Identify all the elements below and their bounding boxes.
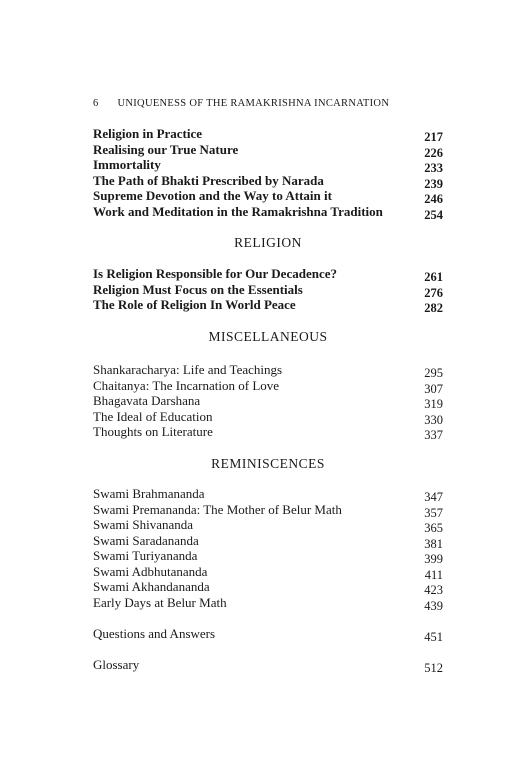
- entry-page: 319: [424, 397, 443, 411]
- toc-entry: [93, 548, 443, 564]
- entry-title: The Role of Religion In World Peace: [93, 297, 296, 312]
- entry-title: Glossary: [93, 657, 140, 672]
- entry-page: 439: [424, 598, 443, 613]
- entry-title: Swami Brahmananda: [93, 486, 205, 501]
- toc-entry: [93, 126, 443, 142]
- entry-page: 330: [424, 412, 443, 427]
- entry-page: 512: [424, 661, 443, 675]
- toc-entry: [93, 282, 443, 298]
- toc-entry: [93, 142, 443, 158]
- section-heading-miscellaneous: MISCELLANEOUS: [208, 329, 328, 344]
- toc-entry: [93, 564, 443, 580]
- entry-page: 239: [424, 176, 443, 191]
- entry-page: 276: [424, 285, 443, 300]
- toc-entry: [93, 157, 443, 173]
- entry-title: Chaitanya: The Incarnation of Love: [93, 377, 280, 393]
- entry-page: 337: [424, 428, 443, 442]
- entry-page: 226: [424, 145, 443, 160]
- toc-entry: [93, 486, 443, 502]
- entry-page: 399: [424, 552, 443, 566]
- entry-title: Realising our True Nature: [93, 141, 239, 157]
- entry-page: 411: [424, 567, 443, 582]
- entry-title: Swami Saradananda: [93, 532, 199, 548]
- toc-entry-standalone: [93, 657, 443, 673]
- toc-entry: [93, 502, 443, 518]
- toc-entry: [93, 579, 443, 595]
- entry-title: Shankaracharya: Life and Teachings: [93, 362, 283, 377]
- toc-entry: [93, 657, 443, 673]
- toc-entry: [93, 595, 443, 611]
- entry-title: Supreme Devotion and the Way to Attain it: [93, 188, 332, 203]
- toc-entry: [93, 173, 443, 189]
- toc-entry: [93, 297, 443, 313]
- entry-title: Questions and Answers: [93, 626, 216, 641]
- entry-page: 233: [424, 161, 443, 175]
- entry-title: Bhagavata Darshana: [93, 393, 201, 408]
- entry-page: 261: [424, 270, 443, 284]
- entry-title: Thoughts on Literature: [93, 424, 213, 439]
- entry-title: Religion in Practice: [93, 126, 203, 141]
- entry-title: Is Religion Responsible for Our Decadence?: [93, 266, 337, 281]
- entry-title: Swami Adbhutananda: [93, 563, 208, 579]
- entry-title: Swami Akhandananda: [93, 579, 210, 594]
- toc-entry: [93, 378, 443, 394]
- entry-page: 307: [424, 381, 443, 396]
- entry-page: 246: [424, 192, 443, 206]
- toc-section-continued: [93, 126, 443, 222]
- entry-page: 365: [424, 521, 443, 535]
- toc-entry: [93, 626, 443, 642]
- entry-title: Swami Premananda: The Mother of Belur Math: [93, 501, 342, 517]
- toc-entry-standalone: [93, 626, 443, 642]
- entry-title: Early Days at Belur Math: [93, 594, 227, 610]
- toc-entry: [93, 517, 443, 533]
- entry-page: 282: [424, 301, 443, 315]
- toc-entry: [93, 424, 443, 440]
- entry-page: 381: [424, 536, 443, 551]
- toc-entry: [93, 188, 443, 204]
- toc-section-religion: [93, 266, 443, 313]
- toc-entry: [93, 204, 443, 220]
- running-header: [93, 98, 389, 109]
- entry-page: 217: [424, 130, 443, 144]
- toc-section-miscellaneous: [93, 362, 443, 440]
- entry-page: 295: [424, 366, 443, 380]
- toc-entry: [93, 266, 443, 282]
- toc-section-reminiscences: [93, 486, 443, 613]
- toc-entry: [93, 393, 443, 409]
- entry-title: Work and Meditation in the Ramakrishna Tradition: [93, 203, 383, 219]
- toc-entry: [93, 409, 443, 425]
- page-number: 6: [93, 98, 99, 109]
- section-heading-religion: RELIGION: [234, 235, 302, 250]
- entry-title: Swami Shivananda: [93, 517, 194, 532]
- entry-page: 451: [424, 630, 443, 644]
- entry-title: The Path of Bhakti Prescribed by Narada: [93, 172, 324, 188]
- entry-title: Swami Turiyananda: [93, 548, 198, 563]
- section-heading-reminiscences: REMINISCENCES: [211, 456, 325, 471]
- entry-page: 357: [424, 505, 443, 520]
- running-title: UNIQUENESS OF THE RAMAKRISHNA INCARNATION: [117, 98, 390, 109]
- entry-title: Immortality: [93, 157, 161, 172]
- entry-page: 347: [424, 490, 443, 504]
- entry-page: 254: [424, 207, 443, 222]
- toc-entry: [93, 362, 443, 378]
- entry-title: Religion Must Focus on the Essentials: [93, 281, 303, 297]
- entry-page: 423: [424, 583, 443, 597]
- toc-entry: [93, 533, 443, 549]
- entry-title: The Ideal of Education: [93, 408, 213, 424]
